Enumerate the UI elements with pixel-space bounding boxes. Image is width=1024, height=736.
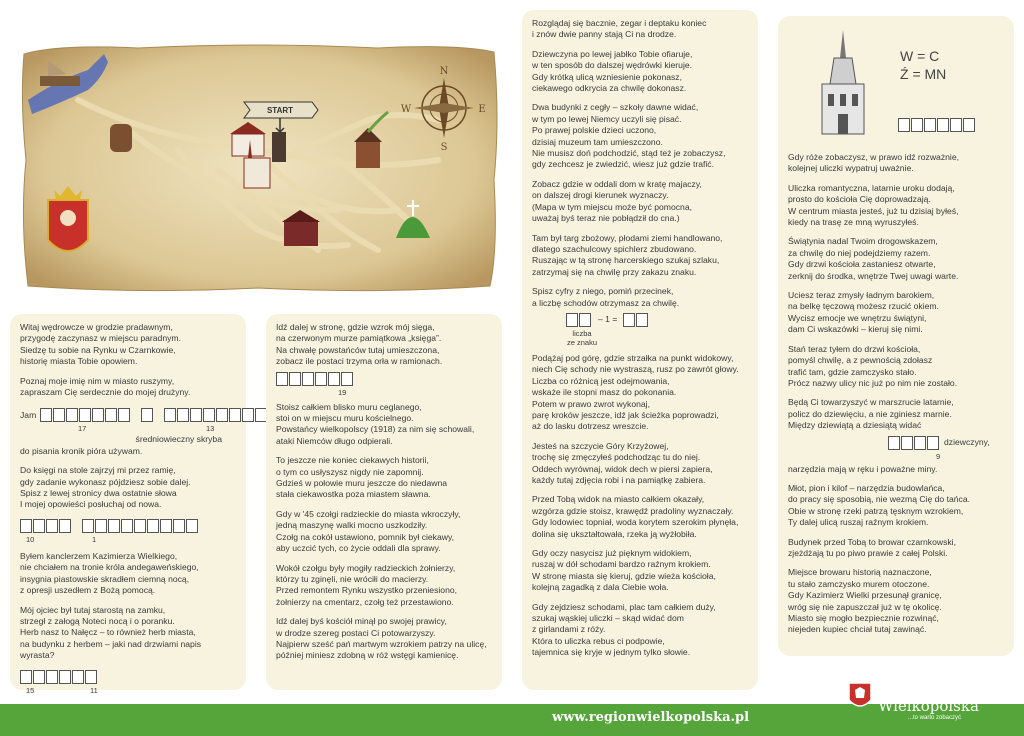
number-11: 11 xyxy=(90,685,98,695)
verse-curiosity: To jeszcze nie koniec ciekawych historii, o tym co usłyszysz nigdy nie zapomnij. Gdzieś w połowie muru jeszcze do niedawna stała ciekawostka poza miastem sławna. xyxy=(276,455,448,500)
logo-name: Wielkopolska xyxy=(878,697,979,715)
answer-boxes-girls[interactable] xyxy=(888,436,940,450)
panel-column-1 xyxy=(10,314,246,695)
scribe-statue-icon xyxy=(272,132,286,162)
verse-book: Do księgi na stole zajrzyj mi przez ramię, gdy zadanie wykonasz pójdziesz sobie dalej. Spisz z lewej stronicy dwa ostatnie słowa I mojej opowieści posłuchaj od nowa. xyxy=(20,465,191,510)
compass-e: E xyxy=(478,104,486,115)
answer-boxes-coat[interactable] xyxy=(20,670,236,684)
answer-boxes-rebus[interactable] xyxy=(898,118,976,132)
verse-digits: Spisz cyfry z niego, pomiń przecinek, a liczbę schodów otrzymasz za chwilę. xyxy=(532,286,680,308)
verse-checkered-house: Zobacz gdzie w oddali dom w kratę majaczy, on dalszej drogi kierunek wyznaczy. (Mapa w tym miejscu może być pomocna, uważaj byś teraz nie pobłądził do cna.) xyxy=(532,178,702,224)
jam-label: Jam xyxy=(20,409,37,420)
panel-column-3 xyxy=(522,10,758,690)
rebus-rule-2: Ź = MN xyxy=(900,66,947,82)
verse-tank: Gdy w '45 czołgi radzieckie do miasta wkroczyły, jedną maszynę walki mocno uszkodziły. Czołg na cokół ustawiono, pomnik był ciekawy, aby uczcić tych, co życie oddali dla sprawy. xyxy=(276,508,461,554)
verse-cross-hill: Jesteś na szczycie Góry Krzyżowej, trochę się zmęczyłeś podchodząc tu do niej. Oddech wyrównaj, widok dech w piersi zapiera, każdy tutaj zdjęcia robi i na pamiątkę zabiera. xyxy=(532,440,713,485)
verse-schools: Dwa budynki z cegły – szkoły dawne widać, w tym po lewej Niemcy uczyli się pisać. Po prawej polskie dzieci uczono, dzisiaj muzeum tam umieszczono. Nie musisz doń podchodzić, stąd też je zobaczysz, gdy zechcesz je zwiedzić, wiesz już gdzie trafić. xyxy=(532,102,726,170)
answer-row-name xyxy=(20,406,236,424)
number-19: 19 xyxy=(338,387,347,397)
number-13: 13 xyxy=(206,424,215,434)
box-numbers-figures xyxy=(276,388,492,398)
verse-intro: Witaj wędrowcze w grodzie pradawnym, przygodę zaczynasz w miejscu paradnym. Siedzę tu sobie na Rynku w Czarnkowie, historię miasta Tobie opowiem. xyxy=(20,322,181,367)
compass-s: S xyxy=(440,142,448,153)
number-15: 15 xyxy=(26,685,35,695)
verse-lanterns: Uliczka romantyczna, latarnie uroku dodają, prosto do kościoła Cię doprowadzają. W centrum miasta jesteś, już tu dzisiaj byłeś, kiedy na trasę ze mną wyruszyłeś. xyxy=(788,182,959,228)
verse-apple-girl: Dziewczyna po lewej jabłko Tobie ofiaruje, w ten sposób do dalszej wędrówki kieruje. Gdy krótką ulicą wzniesienie pokonasz, ciekawego odkrycia za chwilę dokonasz. xyxy=(532,48,693,94)
website-link[interactable]: www.regionwielkopolska.pl xyxy=(552,710,750,725)
answer-boxes-figures[interactable] xyxy=(276,372,492,386)
verse-tools: narzędzia mają w ręku i poważne miny. xyxy=(788,463,938,474)
number-1: 1 xyxy=(92,534,97,544)
logo-tagline: ...to warto zobaczyć xyxy=(908,715,962,721)
verse-graves: Wokół czołgu były mogiły radzieckich żołnierzy, którzy tu zginęli, nie wróciłi do macierzy. Przed remontem Rynku wszystko przeniesiono, żołnierzy na cmentarz, czołg też przestawiono. xyxy=(276,562,458,607)
verse-valley: Przed Tobą widok na miasto całkiem okazały, wzgórza gdzie stoisz, krawędź pradoliny wyznaczały. Gdy lodowiec topniał, woda korytem szerokim płynęła, dolina się ukształtowała, rzeka ją wyżłobiła. xyxy=(532,494,739,539)
number-9: 9 xyxy=(936,451,941,461)
scribe-label: średniowieczny skryba xyxy=(135,434,222,445)
verse-starosta: Mój ojciec był tutaj starostą na zamku, strzegł z załogą Noteci nocą i o poranku. Herb nasz to Nałęcz – to również herb miasta, na budynku z herbem – jaki nad drzwiami napis wyrasta? xyxy=(20,604,202,661)
equation-boxes[interactable] xyxy=(566,313,748,327)
verse-roses: Gdy róże zobaczysz, w prawo idź rozważnie, kolejnej uliczki wypatruj uważnie. xyxy=(788,152,959,174)
verse-chancellor: Byłem kanclerzem Kazimierza Wielkiego, nie chciałem na tronie króla andegaweńskiego, insygnia piastowskie skradłem ciemną nocą, z opresji uszedłem z Bożą pomocą. xyxy=(20,550,199,596)
barrel-icon xyxy=(110,124,132,152)
verse-temple: Świątynia nadal Twoim drogowskazem, za chwilę do niej podejdziemy razem. Gdy drzwi kościoła zastaniesz otwarte, zerknij do środka, wnętrze Twej uwagi warte. xyxy=(788,236,959,281)
coat-of-arms-logo-icon xyxy=(848,682,872,712)
verse-viewpoint: Podążaj pod górę, gdzie strzałka na punkt widokowy, niech Cię schody nie wystraszą, rusz po zawrót głowy. Liczba co różnicą jest odejmowania, wskaże ile stopni masz do pokonania. Potem w prawo zwrot wykonaj, parę kroków jeszcze, idź jak ścieżka poprowadzi, aż do lasku dotrzesz wreszcie. xyxy=(532,352,739,432)
verse-descend: Gdy oczy nasycisz już pięknym widokiem, ruszaj w dół schodami bardzo raźnym krokiem. W stronę miasta się kieruj, gdzie wieża kościoła, kolejną zagadką z dala Ciebie woła. xyxy=(532,548,716,593)
verse-church-walk: Idź dalej byś kościół minął po swojej prawicy, w drodze szereg postaci Ci potowarzyszy. Najpierw sześć pań martwym wzrokiem patrzy na ulicę, później miniesz zdobną w róż wstęgi kamienicę. xyxy=(276,616,487,661)
number-10: 10 xyxy=(26,534,35,544)
verse-baroque: Uciesz teraz zmysły ładnym barokiem, na belkę tęczową możesz rzucić okiem. Wycisz emocje we wnętrzu świątyni, dam Ci wskazówki – kieruj się nimi. xyxy=(788,290,939,335)
verse-rebus: Gdy zejdziesz schodami, plac tam całkiem duży, szukaj wąskiej uliczki – skąd widać dom z girlandami z róży. Która to uliczka rebus ci podpowie, tajemnica się kryje w jednym tylko słowie. xyxy=(532,601,716,658)
verse-clock: Rozglądaj się bacznie, zegar i deptaku koniec i znów dwie panny stają Ci na drodze. xyxy=(532,18,707,40)
verse-granary: Tam był targ zbożowy, płodami ziemi handlowano, dlatego szachulcowy spichlerz zbudowano. Ruszając w tą stronę harcerskiego szukaj szlaku, zatrzymaj się na chwilę przy zakazu znaku. xyxy=(532,232,723,277)
box-numbers-girls xyxy=(788,452,1004,462)
box-numbers-coat xyxy=(20,686,236,696)
compass-n: N xyxy=(439,66,449,77)
verse-builders: Młot, pion i kilof – narzędzia budowlańca, do pracy się sposobią, nie wezmą Cię do tańca. Obie w stronę rzeki patrzą tęsknym wzrokiem, Ty dalej ulicą ruszaj raźnym krokiem. xyxy=(788,482,971,528)
verse-monument: Idź dalej w stronę, gdzie wzrok mój sięga, na czerwonym murze pamiątkowa „księga”. Na chwałę powstańców tutaj umieszczona, zobacz ile postaci trzyma orła w ramionach. xyxy=(276,322,443,367)
answer-boxes-book[interactable] xyxy=(20,519,236,533)
panel-column-2 xyxy=(266,314,502,690)
sign-number-caption: liczba ze znaku xyxy=(566,328,598,347)
answer-row-girls xyxy=(888,434,1004,452)
start-label: START xyxy=(266,106,294,115)
rebus-rule-1: W = C xyxy=(900,48,940,64)
box-numbers-book xyxy=(20,535,236,545)
answer-boxes-name[interactable] xyxy=(40,408,268,422)
church-tower-icon xyxy=(808,28,878,140)
panel-column-4 xyxy=(778,16,1014,656)
girls-label: dziewczyny, xyxy=(944,436,990,447)
logo-region-word: Region xyxy=(878,686,914,697)
verse-wall: Stoisz całkiem blisko muru ceglanego, stoi on w miejscu muru kościelnego. Powstańcy wielkopolscy (1918) za nim się schowali, ataki Niemców długo odpierali. xyxy=(276,401,475,446)
verse-history: Miejsce browaru historią naznaczone, tu stało zamczysko murem otoczone. Gdy Kazimierz Wielki przesunął granicę, wróg się nie zapuszczał już w tę okolicę. Miasto się mogło bezpiecznie rozwinąć, niejeden kupiec chciał tutaj zawinąć. xyxy=(788,567,942,635)
verse-brewery: Budynek przed Tobą to browar czarnkowski, zjeżdżają tu po piwo prawie z całej Polski. xyxy=(788,536,956,558)
region-logo xyxy=(840,678,1020,726)
verse-count-lanterns: Będą Ci towarzyszyć w marszrucie latarnie, policz do dziewięciu, a nie zginiesz marnie. Między dziewiątą a dziesiątą widać xyxy=(788,397,954,431)
box-numbers-name xyxy=(20,424,236,434)
number-17: 17 xyxy=(78,424,87,434)
verse-pen: do pisania kronik pióra używam. xyxy=(20,445,143,456)
town-map-illustration xyxy=(18,40,500,296)
compass-w: W xyxy=(400,104,412,115)
minus-one-label: – 1 = xyxy=(598,314,618,325)
verse-castle: Stań teraz tyłem do drzwi kościoła, pomyśl chwilę, a z pewnością zdołasz trafić tam, gdzie zamczysko stało. Prócz nazwy ulicy nic już po nim nie zostało. xyxy=(788,343,958,388)
verse-name: Poznaj moje imię nim w miasto ruszymy, zapraszam Cię serdecznie do mojej drużyny. xyxy=(20,375,191,398)
rebus-area xyxy=(788,24,1004,152)
